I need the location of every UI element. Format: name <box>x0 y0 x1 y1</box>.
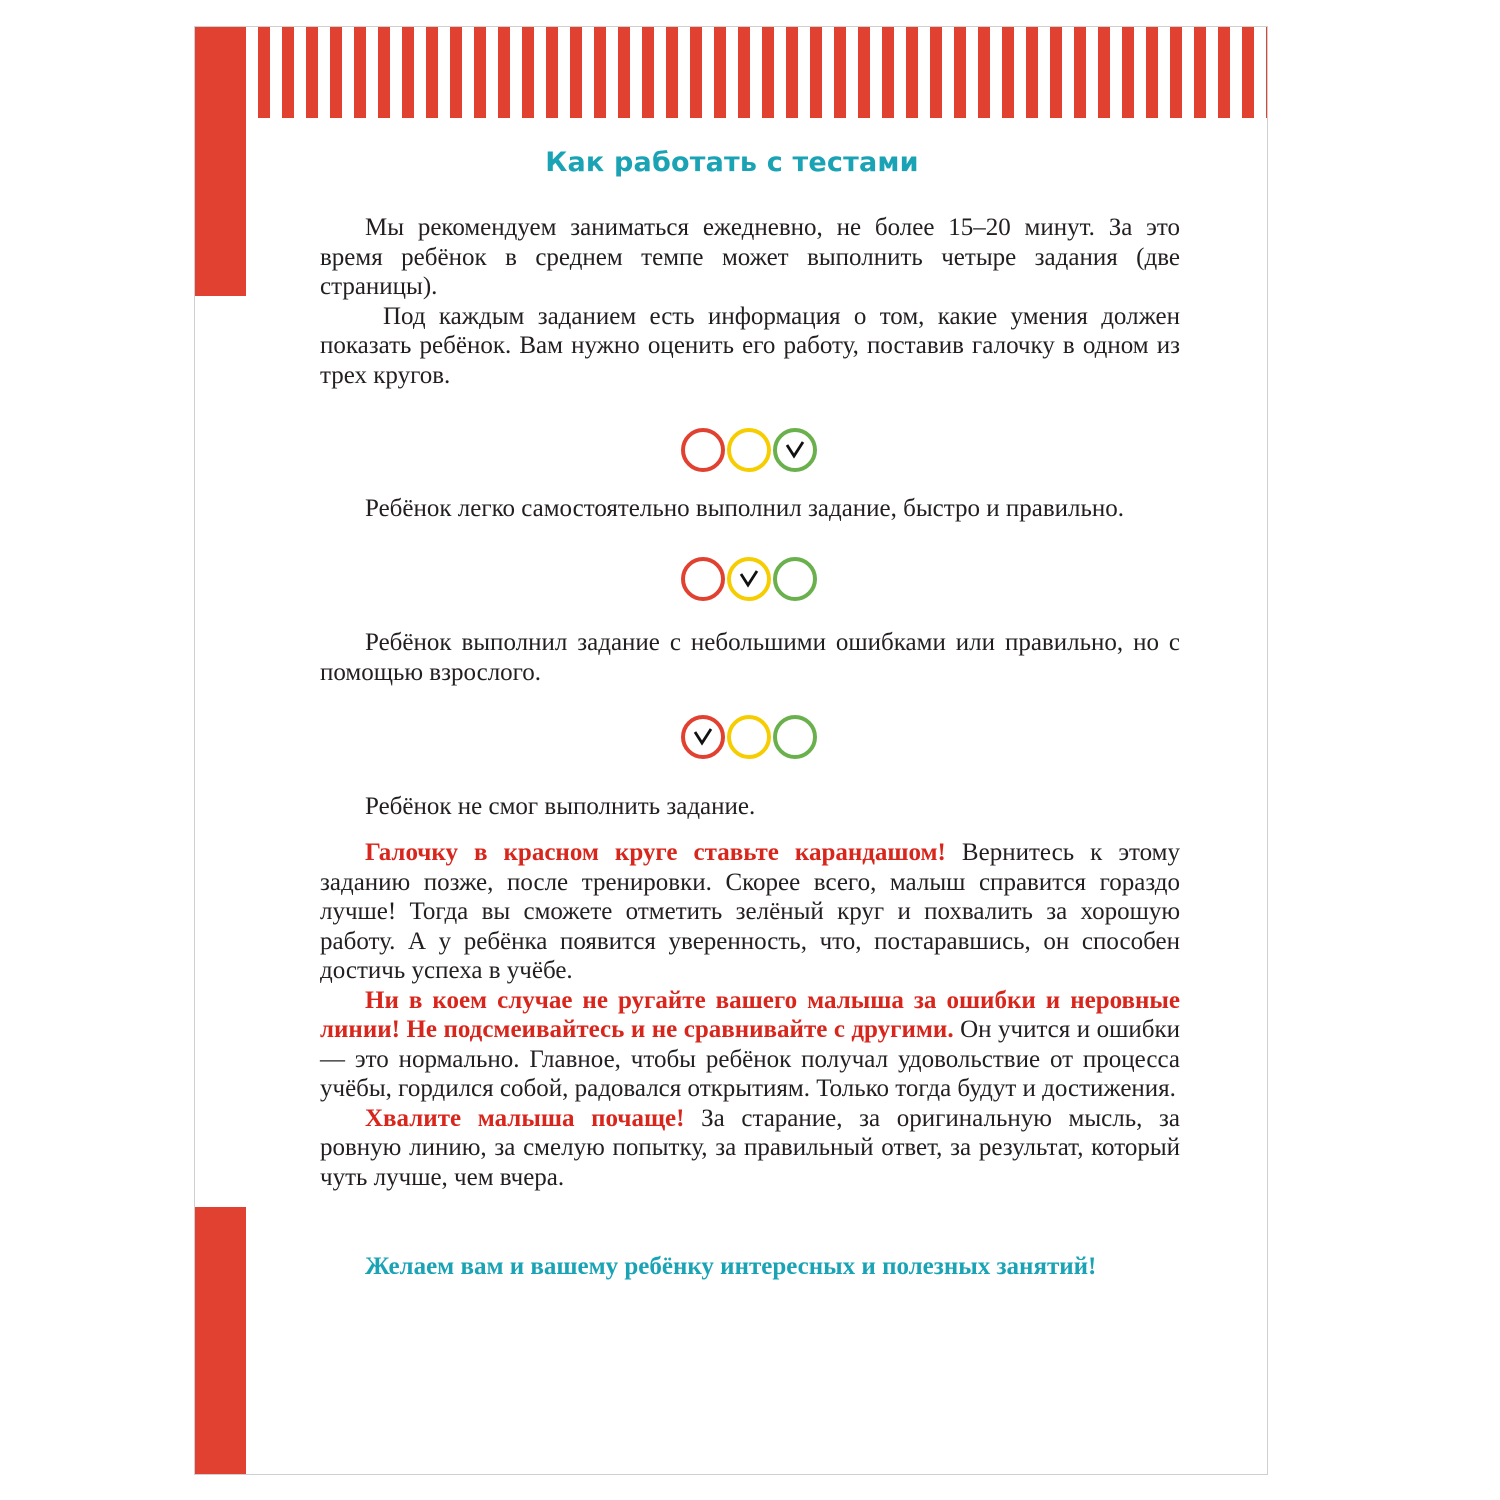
yellow-circle <box>727 715 771 759</box>
rating-description-1 <box>320 494 1180 524</box>
advice-body-2: Он учится и ошибки — это нормально. Главное, чтобы ребёнок получал удовольствие от процесса учёбы, гордился собой, радовался открытиям. Только тогда будут и достижения. <box>320 1016 1181 1102</box>
red-circle <box>681 428 725 472</box>
advice-body-3: За старание, за оригинальную мысль, за ровную линию, за смелую попытку, за правильный ответ, за результат, который чуть лучше, чем вчера. <box>320 1104 1180 1191</box>
intro-text <box>320 213 1180 390</box>
advice-highlight-1: Галочку в красном круге ставьте карандашом! <box>365 839 946 866</box>
green-circle <box>773 428 817 472</box>
intro-paragraph-1: Мы рекомендуем заниматься ежедневно, не более 15–20 минут. За это время ребёнок в среднем темпе может выполнить четыре задания (две страницы). <box>320 214 1180 300</box>
green-circle <box>773 557 817 601</box>
checkmark-icon <box>693 728 713 746</box>
advice-paragraph-1 <box>320 838 1180 986</box>
closing-text <box>320 1252 1180 1282</box>
advice-text <box>320 838 1180 1192</box>
rating-description-2 <box>320 628 1180 687</box>
checkmark-icon <box>739 570 759 588</box>
intro-paragraph-2: Под каждым заданием есть информация о том, какие умения должен показать ребёнок. Вам нужно оценить его работу, поставив галочку в одном из трех кругов. <box>320 302 1180 389</box>
rating-text-2: Ребёнок выполнил задание с небольшими ошибками или правильно, но с помощью взрослого. <box>320 629 1180 686</box>
rating-circles-red <box>681 715 821 759</box>
page <box>194 26 1268 1475</box>
advice-highlight-3: Хвалите малыша почаще! <box>365 1104 685 1132</box>
advice-paragraph-2 <box>320 986 1180 1104</box>
rating-circles-green <box>681 428 821 472</box>
advice-highlight-2: Ни в коем случае не ругайте вашего малыша за ошибки и неровные линии! Не подсмеивайтесь и не сравнивайте с другими. <box>320 986 1180 1043</box>
advice-body-1: Вернитесь к этому заданию позже, после тренировки. Скорее всего, малыш справится гораздо лучше! Тогда вы сможете отметить зелёный круг и похвалить за хорошую работу. А у ребёнка появится уверенность, что, постаравшись, он способен достичь успеха в учёбе. <box>320 839 1180 984</box>
side-bar-bottom <box>195 1207 246 1475</box>
rating-text-3: Ребёнок не смог выполнить задание. <box>365 793 756 820</box>
rating-circles-yellow <box>681 557 821 601</box>
checkmark-icon <box>785 441 805 459</box>
closing-line: Желаем вам и вашему ребёнку интересных и полезных занятий! <box>365 1253 1097 1280</box>
red-circle <box>681 557 725 601</box>
advice-paragraph-3 <box>320 1104 1180 1193</box>
red-circle <box>681 715 725 759</box>
green-circle <box>773 715 817 759</box>
rating-text-1: Ребёнок легко самостоятельно выполнил задание, быстро и правильно. <box>365 495 1125 522</box>
header-stripes <box>258 27 1268 118</box>
rating-description-3 <box>320 792 1180 822</box>
yellow-circle <box>727 428 771 472</box>
yellow-circle <box>727 557 771 601</box>
page-title: Как работать с тестами <box>545 147 919 178</box>
